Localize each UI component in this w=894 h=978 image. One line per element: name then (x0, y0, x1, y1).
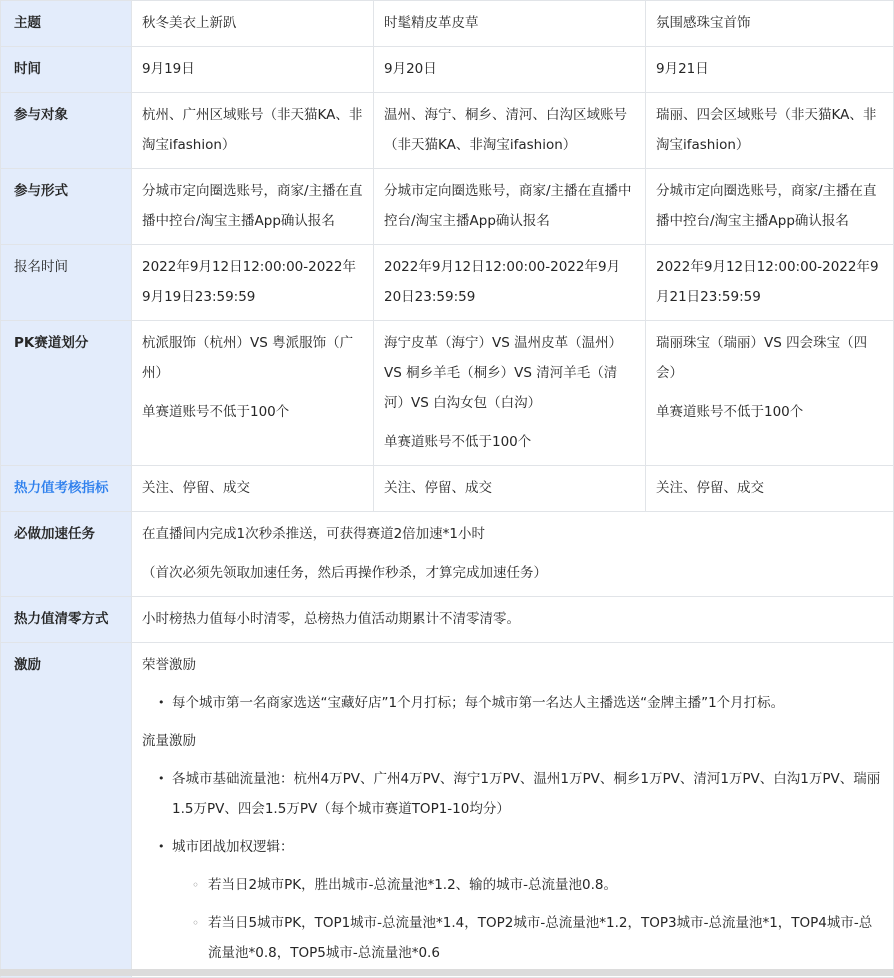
form-1: 分城市定向圈选账号，商家/主播在直播中控台/淘宝主播App确认报名 (132, 169, 374, 245)
target-1: 杭州、广州区域账号（非天猫KA、非淘宝ifashion） (132, 93, 374, 169)
time-2: 9月20日 (374, 47, 646, 93)
row-form (1, 169, 894, 245)
pk-1-text: 杭派服饰（杭州）VS 粤派服饰（广州） (142, 335, 354, 381)
signup-1: 2022年9月12日12:00:00-2022年9月19日23:59:59 (132, 245, 374, 321)
row-reward (1, 643, 894, 978)
time-3: 9月21日 (646, 47, 894, 93)
header-topic: 主题 (1, 1, 132, 47)
target-2: 温州、海宁、桐乡、清河、白沟区域账号（非天猫KA、非淘宝ifashion） (374, 93, 646, 169)
header-task: 必做加速任务 (1, 512, 132, 597)
form-2: 分城市定向圈选账号，商家/主播在直播中控台/淘宝主播App确认报名 (374, 169, 646, 245)
traffic-item-weight: • 城市团战加权逻辑： (142, 832, 883, 862)
row-time (1, 47, 894, 93)
signup-2: 2022年9月12日12:00:00-2022年9月20日23:59:59 (374, 245, 646, 321)
task-line-1: 在直播间内完成1次秒杀推送，可获得赛道2倍加速*1小时 (142, 526, 486, 542)
row-heat (1, 466, 894, 512)
row-reset (1, 597, 894, 643)
reward-content (132, 643, 894, 978)
header-signup: 报名时间 (1, 245, 132, 321)
row-topic (1, 1, 894, 47)
header-heat: 热力值考核指标 (1, 466, 132, 512)
traffic-list (142, 764, 883, 862)
pk-3-note: 单赛道账号不低于100个 (656, 404, 804, 420)
header-form: 参与形式 (1, 169, 132, 245)
header-reward: 激励 (1, 643, 132, 978)
weight-sub-2: ◦ 若当日5城市PK，TOP1城市-总流量池*1.4，TOP2城市-总流量池*1.2，TOP3城市-总流量池*1，TOP4城市-总流量池*0.8，TOP5城市-总流量池*0.6 (142, 908, 883, 968)
task-content (132, 512, 894, 597)
honor-title: 荣誉激励 (142, 657, 196, 673)
pk-2 (374, 321, 646, 466)
traffic-item-pool: • 各城市基础流量池：杭州4万PV、广州4万PV、海宁1万PV、温州1万PV、桐乡1万PV、清河1万PV、白沟1万PV、瑞丽1.5万PV、四会1.5万PV（每个城市赛道TOP1-10均分） (142, 764, 883, 824)
horizontal-scrollbar[interactable] (0, 969, 894, 976)
header-time: 时间 (1, 47, 132, 93)
topic-city-group-1: 秋冬美衣上新趴 (132, 1, 374, 47)
time-1: 9月19日 (132, 47, 374, 93)
target-3: 瑞丽、四会区域账号（非天猫KA、非淘宝ifashion） (646, 93, 894, 169)
traffic-title: 流量激励 (142, 733, 196, 749)
pk-2-note: 单赛道账号不低于100个 (384, 434, 532, 450)
weight-sub-1: ◦ 若当日2城市PK，胜出城市-总流量池*1.2、输的城市-总流量池0.8。 (142, 870, 883, 900)
pk-3 (646, 321, 894, 466)
honor-list (142, 688, 883, 718)
topic-city-group-2: 时髦精皮革皮草 (374, 1, 646, 47)
topic-city-group-3: 氛围感珠宝首饰 (646, 1, 894, 47)
header-pk: PK赛道划分 (1, 321, 132, 466)
heat-3: 关注、停留、成交 (646, 466, 894, 512)
signup-3: 2022年9月12日12:00:00-2022年9月21日23:59:59 (646, 245, 894, 321)
heat-1: 关注、停留、成交 (132, 466, 374, 512)
row-target (1, 93, 894, 169)
pk-1-note: 单赛道账号不低于100个 (142, 404, 290, 420)
row-pk (1, 321, 894, 466)
header-target: 参与对象 (1, 93, 132, 169)
header-reset: 热力值清零方式 (1, 597, 132, 643)
heat-2: 关注、停留、成交 (374, 466, 646, 512)
weight-sublist (142, 870, 883, 968)
pk-2-text: 海宁皮革（海宁）VS 温州皮革（温州）VS 桐乡羊毛（桐乡）VS 清河羊毛（清河）VS 白沟女包（白沟） (384, 335, 623, 411)
pk-1 (132, 321, 374, 466)
form-3: 分城市定向圈选账号，商家/主播在直播中控台/淘宝主播App确认报名 (646, 169, 894, 245)
row-task (1, 512, 894, 597)
pk-3-text: 瑞丽珠宝（瑞丽）VS 四会珠宝（四会） (656, 335, 868, 381)
honor-item: • 每个城市第一名商家选送“宝藏好店”1个月打标；每个城市第一名达人主播选送“金牌主播”1个月打标。 (142, 688, 883, 718)
reset-content: 小时榜热力值每小时清零，总榜热力值活动期累计不清零清零。 (132, 597, 894, 643)
row-signup (1, 245, 894, 321)
task-line-2: （首次必须先领取加速任务，然后再操作秒杀，才算完成加速任务） (142, 565, 547, 581)
